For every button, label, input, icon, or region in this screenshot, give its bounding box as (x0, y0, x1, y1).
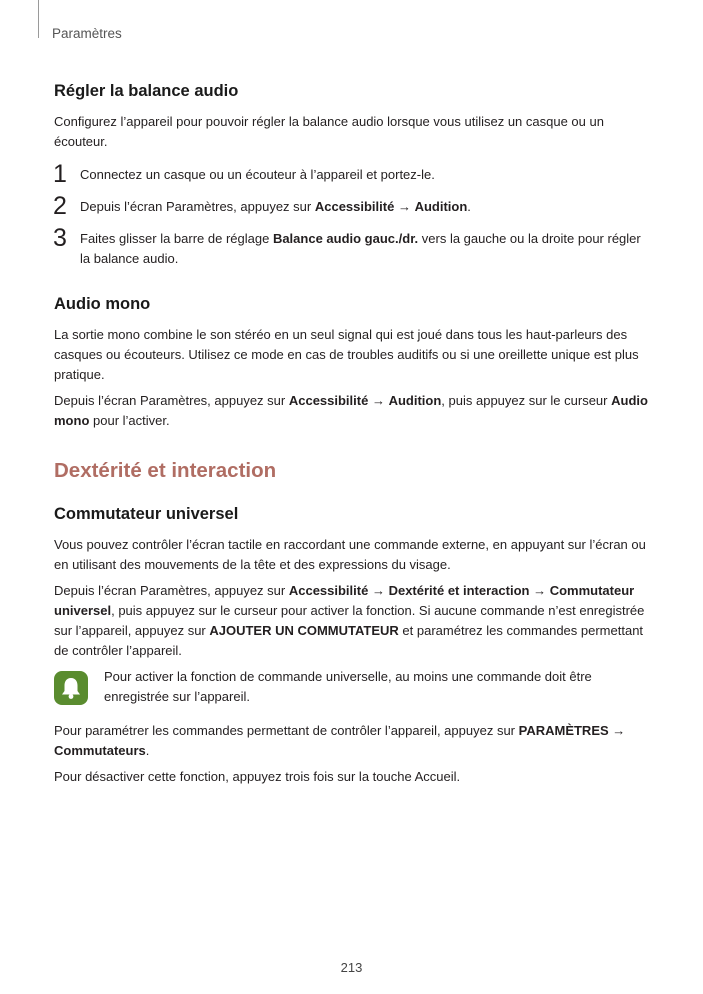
bold: Dextérité et interaction (388, 583, 530, 598)
step-bold: Accessibilité (314, 199, 395, 214)
step-number: 1 (53, 160, 67, 188)
step-bold: Audition (414, 199, 468, 214)
bold: Audio mono (54, 393, 648, 428)
switch-paragraph-4: Pour désactiver cette fonction, appuyez trois fois sur la touche Accueil. (54, 769, 461, 784)
bold: Audition (388, 393, 442, 408)
step-3 (53, 224, 654, 269)
step-2 (53, 192, 654, 220)
heading-audio-mono: Audio mono (54, 295, 151, 313)
page-content (54, 82, 654, 793)
page-number: 213 (340, 960, 363, 975)
step-number: 2 (53, 192, 67, 220)
heading-balance-audio: Régler la balance audio (54, 82, 239, 100)
bold: AJOUTER UN COMMUTATEUR (209, 623, 399, 638)
balance-intro: Configurez l’appareil pour pouvoir régler la balance audio lorsque vous utilisez un casque ou un écouteur. (54, 114, 604, 149)
text: et paramétrez les commandes permettant de contrôler l’appareil. (54, 623, 644, 658)
switch-paragraph-3 (54, 721, 654, 761)
note-text: Pour activer la fonction de commande universelle, au moins une commande doit être enregistrée sur l’appareil. (104, 669, 592, 704)
text: , puis appuyez sur le curseur (441, 393, 612, 408)
step-text: Depuis l’écran Paramètres, appuyez sur (80, 199, 315, 214)
text: pour l’activer. (89, 413, 170, 428)
switch-paragraph-2 (54, 581, 654, 661)
step-text: Faites glisser la barre de réglage (80, 231, 273, 246)
page-header: Paramètres (52, 26, 122, 41)
bold: Commutateurs (54, 743, 146, 758)
step-number: 3 (53, 224, 67, 252)
arrow: → (529, 583, 550, 598)
arrow: → (608, 723, 626, 738)
step-text: Connectez un casque ou un écouteur à l’appareil et portez-le. (80, 167, 435, 182)
text: , puis appuyez sur le curseur pour activer la fonction. Si aucune commande n’est enregistrée sur l’appareil, appuyez sur (54, 603, 645, 638)
arrow: → (394, 199, 415, 214)
bold: Commutateur universel (54, 583, 635, 618)
bell-icon (54, 671, 88, 705)
step-text: . (467, 199, 471, 214)
heading-dexterite: Dextérité et interaction (54, 459, 277, 482)
text: Pour paramétrer les commandes permettant de contrôler l’appareil, appuyez sur (54, 723, 519, 738)
mono-paragraph-1: La sortie mono combine le son stéréo en un seul signal qui est joué dans tous les haut-parleurs des casques ou écouteurs. Utilisez ce mode en cas de troubles auditifs ou si une oreillette unique est plus pratique. (54, 327, 639, 382)
heading-commutateur: Commutateur universel (54, 505, 239, 523)
text: Depuis l’écran Paramètres, appuyez sur (54, 583, 289, 598)
arrow: → (368, 583, 389, 598)
text: Depuis l’écran Paramètres, appuyez sur (54, 393, 289, 408)
text: . (145, 743, 150, 758)
mono-paragraph-2 (54, 391, 654, 431)
step-1 (53, 160, 654, 188)
bold: PARAMÈTRES (518, 723, 609, 738)
switch-paragraph-1: Vous pouvez contrôler l’écran tactile en raccordant une commande externe, en appuyant sur l’écran ou en utilisant des mouvements de la tête et des expressions du visage. (54, 537, 646, 572)
arrow: → (368, 393, 389, 408)
step-bold: Balance audio gauc./dr. (272, 231, 419, 246)
bold: Accessibilité (288, 583, 369, 598)
bold: Accessibilité (288, 393, 369, 408)
header-rule (38, 0, 39, 38)
note-box (54, 667, 654, 707)
step-text: vers la gauche ou la droite pour régler la balance audio. (80, 231, 641, 266)
